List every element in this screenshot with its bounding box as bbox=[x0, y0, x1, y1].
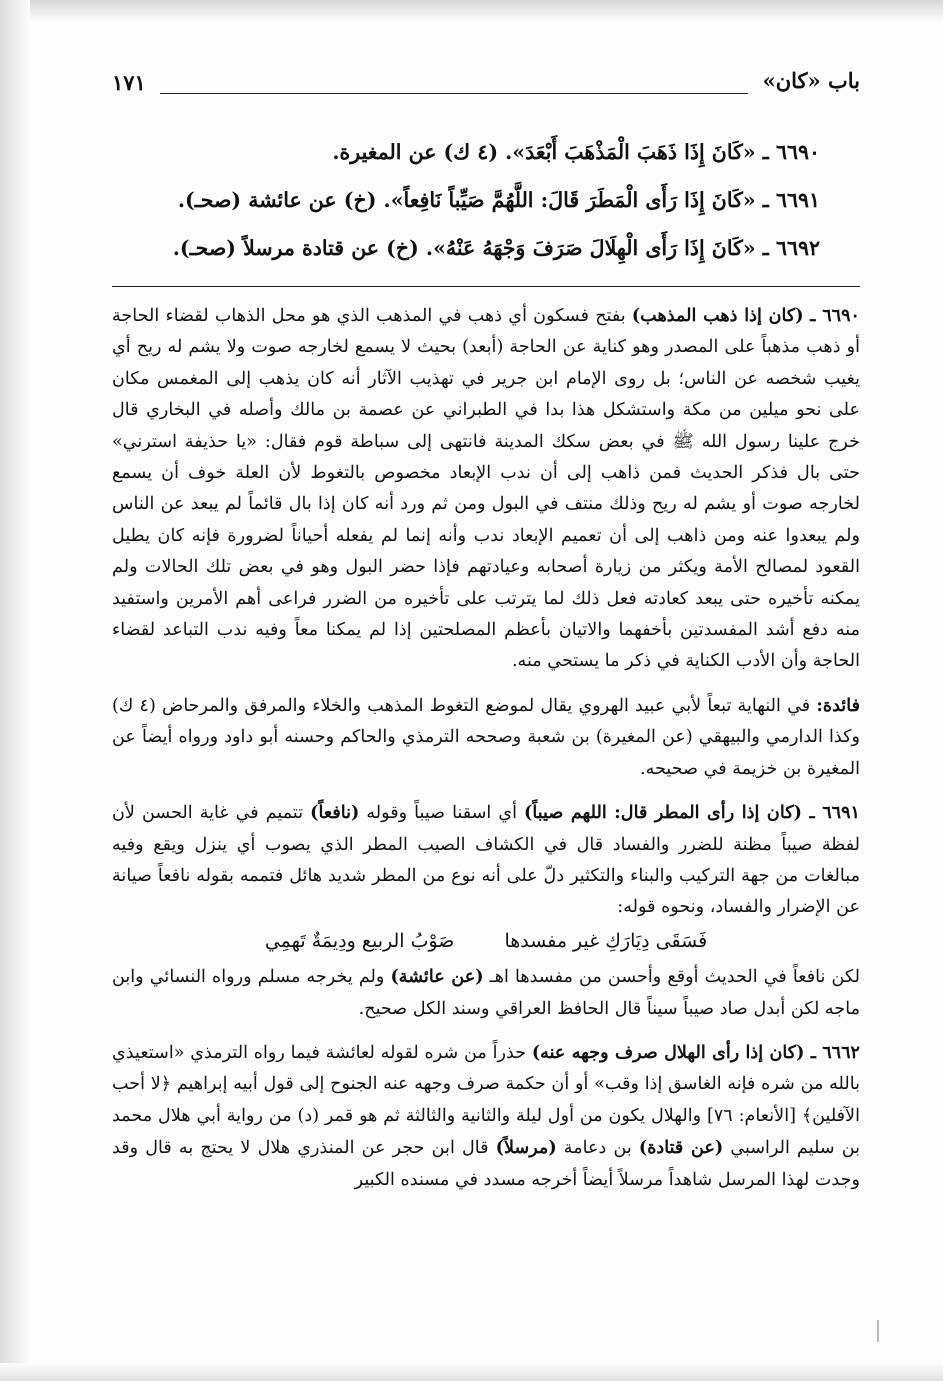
commentary-paragraph bbox=[112, 1037, 860, 1196]
hadith-text: «كَانَ إِذَا ذَهَبَ الْمَذْهَبَ أَبْعَدَ». (٤ ك) عن المغيرة. bbox=[332, 140, 756, 164]
commentary-bold: (عن قتادة) bbox=[638, 1137, 724, 1159]
commentary-paragraph bbox=[112, 797, 860, 924]
commentary-paragraph bbox=[112, 300, 860, 678]
hadith-list bbox=[160, 128, 820, 272]
commentary-paragraph bbox=[112, 961, 860, 1025]
hadith-number: ٦٦٩٢ ـ bbox=[762, 236, 820, 260]
commentary-bold: (مرسلاً) bbox=[495, 1137, 557, 1159]
commentary-bold: (نافعاً) bbox=[310, 802, 360, 824]
poem-verse bbox=[112, 924, 860, 961]
commentary-text: لكن نافعاً في الحديث أوقع وأحسن من مفسدها اهـ bbox=[489, 967, 860, 988]
poem-hemistich: فَسَقَى دِيَارَكِ غير مفسدها bbox=[504, 929, 708, 952]
commentary-lead: فائدة: bbox=[816, 694, 860, 716]
commentary-text: قال ابن حجر عن المنذري هلال لا يحتج به قال وقد وجدت لهذا المرسل شاهداً مرسلاً أيضاً أخرجه مسدد في مسنده الكبير bbox=[112, 1138, 860, 1190]
page-number: ١٧١ bbox=[112, 70, 146, 95]
commentary-text: تتميم في غاية الحسن لأن لفظة صيباً مظنة للضرر والفساد قال في الكشاف الصيب المطر الذي يصوب أي ينزل ويقع وفيه مبالغات من جهة التركيب والبناء والتكثير دلّ على أنه نوع من المطر شديد هائل فتممه بقوله نافعاً صيانة عن الإضرار والفساد، ونحوه قوله: bbox=[112, 803, 860, 918]
hadith-entry bbox=[160, 224, 820, 272]
commentary-bold: (عن عائشة) bbox=[390, 966, 484, 988]
hadith-number: ٦٦٩١ ـ bbox=[762, 188, 820, 212]
running-header bbox=[112, 66, 860, 106]
commentary-paragraph bbox=[112, 690, 860, 785]
scan-mark bbox=[877, 1320, 879, 1342]
commentary-text: بفتح فسكون أي ذهب في المذهب الذي هو محل الذهاب لقضاء الحاجة أو ذهب مذهباً على المصدر وهو كناية عن الحاجة (أبعد) بحيث لا يسمع لخارجه صوت ولا يشم له ريح أي يغيب شخصه عن الناس؛ بل روى الإمام ابن جرير في تهذيب الآثار أنه كان يذهب إلى المغمس مكان على نحو ميلين من مكة واستشكل هذا بدا في الطبراني عن عصمة بن مالك وأصله في البخاري قال خرج علينا رسول الله ﷺ في بعض سكك المدينة فانتهى إلى سباطة قوم فقال: «يا حذيفة استرني» حتى بال فذكر الحديث فمن ذاهب إلى أن ندب الإبعاد مخصوص بالتغوط لأن العلة خوف أن يسمع لخارجه صوت أو يشم له ريح وذلك منتف في البول ومن ثم ورد أنه كان إذا بال قائماً لم يبعد عن الناس ولم يبعدوا عنه ومن ذاهب إلى أن تعميم الإبعاد ندب وأنه إنما لم يفعله أحياناً لضرورة فإنه كان يطيل القعود لمصالح الأمة ويكثر من زيارة أصحابه وعيادتهم فإذا حضر البول وهو في بعض تلك الحالات ولم يمكنه تأخيره حتى يبعد كعادته فعل ذلك لما يترتب على تأخيره من الضرر فراعى أهم الأمرين واستفيد منه دفع أشد المفسدتين بأخفهما والاتيان بأعظم المصلحتين إذا لم يمكنا معاً وفيه ندب التباعد لقضاء الحاجة وأن الأدب الكناية في ذكر ما يستحي منه. bbox=[112, 306, 860, 672]
footnote-separator bbox=[112, 286, 860, 287]
hadith-text: «كَانَ إِذَا رَأَى الْهِلَالَ صَرَفَ وَجْهَهُ عَنْهُ». (خ) عن قتادة مرسلاً (صحـ). bbox=[172, 236, 756, 260]
commentary-text: في النهاية تبعاً لأبي عبيد الهروي يقال لموضع التغوط المذهب والخلاء والمرفق والمرحاض (٤ ك) وكذا الدارمي والبيهقي (عن المغيرة) بن شعبة وصححه الترمذي والحاكم وحسنه أبو داود ورواه أيضاً عن المغيرة بن خزيمة في صحيحه. bbox=[112, 695, 860, 779]
commentary-text: حذراً من شره لقوله لعائشة فيما رواه الترمذي «استعيذي بالله من شره فإنه الغاسق إذا وقب» أو أن حكمة صرف وجهه عنه الجنوح إلى قول أبيه إبراهيم ﴿لا أحب الآفلين﴾ [الأنعام: ٧٦] والهلال يكون من أول ليلة والثانية والثالثة ثم هو قمر (د) من رواية أبي هلال محمد بن سليم الراسبي bbox=[112, 1042, 861, 1159]
hadith-entry bbox=[160, 128, 820, 176]
commentary-text: ولم يخرجه مسلم ورواه النسائي وابن ماجه لكن أبدل صاد صيباً سيناً قال الحافظ العراقي وسند الكل صحيح. bbox=[112, 967, 860, 1019]
commentary-text: أي اسقنا صيباً وقوله bbox=[366, 803, 518, 824]
hadith-entry bbox=[160, 176, 820, 224]
commentary-lead: ٦٦٦٢ ـ (كان إذا رأى الهلال صرف وجهه عنه) bbox=[531, 1041, 861, 1063]
commentary bbox=[112, 300, 860, 1196]
poem-hemistich: صَوْبُ الربيع ودِيمَةٌ تَهمِي bbox=[264, 929, 455, 952]
scan-edge-top bbox=[0, 0, 943, 22]
commentary-lead: ٦٦٩٠ ـ (كان إذا ذهب المذهب) bbox=[631, 305, 860, 326]
header-rule bbox=[160, 93, 748, 94]
scan-edge-bottom bbox=[0, 1363, 943, 1381]
commentary-lead: ٦٦٩١ ـ (كان إذا رأى المطر قال: اللهم صيباً) bbox=[524, 802, 860, 824]
commentary-text: بن دعامة bbox=[563, 1138, 632, 1159]
hadith-number: ٦٦٩٠ ـ bbox=[762, 140, 820, 164]
hadith-text: «كَانَ إِذَا رَأَى الْمَطَرَ قَالَ: اللَّهُمَّ صَيِّباً نَافِعاً». (خ) عن عائشة (صحـ). bbox=[177, 188, 756, 212]
scan-edge-left bbox=[0, 0, 30, 1381]
chapter-title: باب «كان» bbox=[762, 68, 860, 93]
